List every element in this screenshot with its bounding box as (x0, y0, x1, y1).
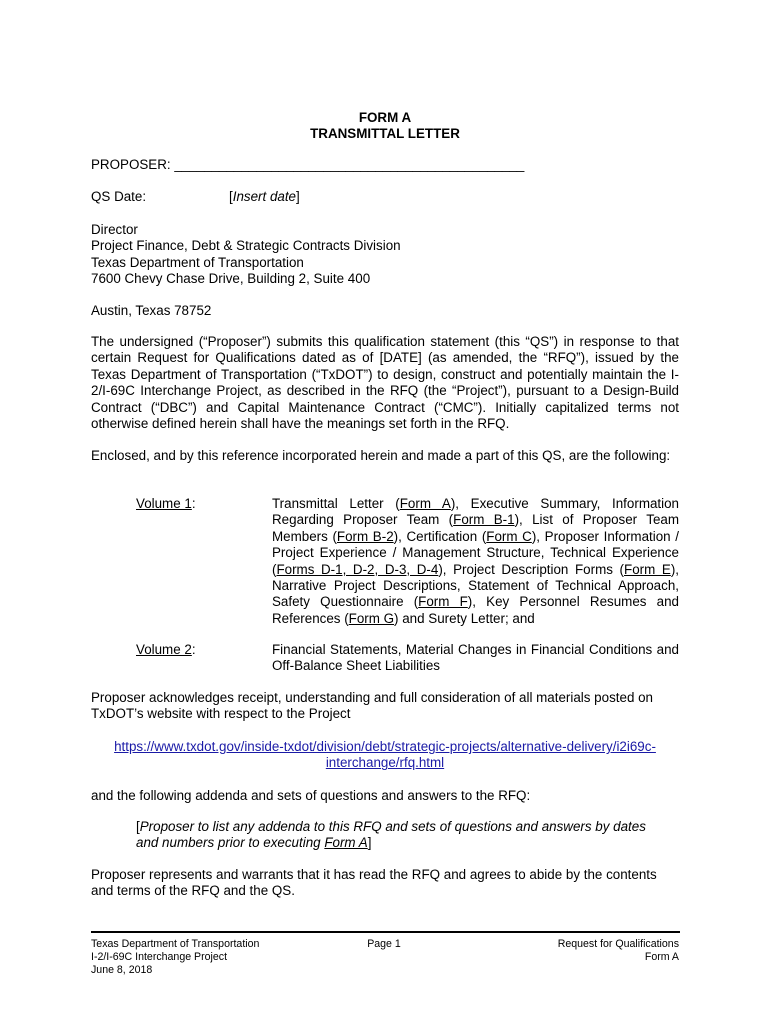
rfq-url-line-1[interactable]: https://www.txdot.gov/inside-txdot/division/debt/strategic-projects/alternative-delivery/i2i69c- (114, 739, 656, 754)
address-block (91, 222, 401, 288)
form-reference: Form A (399, 496, 451, 511)
footer-right (479, 938, 679, 964)
form-title: FORM A (358, 110, 412, 125)
footer-left-line: I-2/I-69C Interchange Project (91, 951, 228, 964)
rfq-url-line-2[interactable]: interchange/rfq.html (325, 755, 445, 771)
form-reference: Form F (418, 594, 468, 610)
address-line: Director (91, 222, 138, 237)
footer-divider (91, 931, 680, 933)
volume-text: ), Executive Summary, Information Regarding Proposer Team ( (272, 496, 680, 528)
volume-text: ), Proposer Information / Project Experience / Management Structure, Technical Experience ( (272, 528, 679, 577)
intro-paragraph: The undersigned (“Proposer”) submits this qualification statement (this “QS”) in response to that certain Request for Qualifications dated as of [DATE] (as amended, the “RFQ”), issued by the Texas Department of Transportation (“TxDOT”) to design, construct and potentially maintain the I-2/I-69C Interchange Project, as described in the RFQ (the “Project”), pursuant to a Design-Build Contract (“DBC”) and Capital Maintenance Contract (“CMC”). Initially capitalized terms not otherwise defined herein shall have the meanings set forth in the RFQ. (91, 334, 679, 432)
warrant-paragraph: Proposer represents and warrants that it has read the RFQ and agrees to abide by the contents and terms of the RFQ and the QS. (91, 867, 657, 899)
instruction-form-link: Form A (324, 835, 368, 851)
volume-1-label-text: Volume 1 (136, 496, 192, 511)
volume-1-label: Volume 1: (136, 496, 196, 511)
form-reference: Form B-2 (336, 528, 394, 544)
volume-text: ), Certification ( (393, 528, 487, 544)
instruction-text: Proposer to list any addenda to this RFQ and sets of questions and answers by dates and numbers prior to executing (136, 819, 646, 851)
qs-date-bracket-close: ] (296, 189, 300, 204)
qs-date-value (229, 189, 300, 205)
volume-text: ), Narrative Project Descriptions, Statement of Technical Approach, Safety Questionnaire ( (272, 561, 679, 610)
volume-text: ) and Surety Letter; and (394, 610, 535, 626)
footer-right-line: Form A (644, 951, 679, 964)
footer-left (91, 938, 259, 978)
volume-text: Financial Statements, Material Changes in Financial Conditions and Off-Balance Sheet Liabilities (272, 642, 679, 674)
form-subtitle: TRANSMITTAL LETTER (310, 126, 460, 141)
volume-text: ), List of Proposer Team Members ( (272, 512, 679, 544)
volume-text: ), Key Personnel Resumes and References ( (272, 594, 679, 626)
volume-text: Transmittal Letter ( (272, 496, 400, 511)
rfq-url[interactable] (91, 739, 679, 772)
address-line: Project Finance, Debt & Strategic Contracts Division (91, 238, 401, 254)
volume-2-label-text: Volume 2 (136, 642, 192, 657)
proposer-blank: _______________________________________________ (174, 157, 525, 172)
addenda-instruction: [Proposer to list any addenda to this RFQ and sets of questions and answers by dates and numbers prior to executing Form A] (136, 819, 646, 851)
qs-date-bracket-open: [ (229, 189, 233, 204)
form-reference: Form G (348, 610, 395, 626)
form-reference: Form B-1 (453, 512, 515, 528)
footer-left-line: June 8, 2018 (91, 964, 153, 977)
addenda-paragraph: and the following addenda and sets of questions and answers to the RFQ: (91, 788, 531, 803)
page-number: Page 1 (367, 938, 401, 950)
address-line: Texas Department of Transportation (91, 254, 304, 270)
enclosed-paragraph: Enclosed, and by this reference incorporated herein and made a part of this QS, are the following: (91, 448, 671, 463)
volume-2-description (272, 642, 679, 675)
volume-2-label: Volume 2: (136, 642, 196, 657)
address-line: 7600 Chevy Chase Drive, Building 2, Suite 400 (91, 271, 371, 287)
form-reference: Forms D-1, D-2, D-3, D-4 (276, 561, 439, 577)
footer-left-line: Texas Department of Transportation (91, 938, 260, 950)
volume-text: ), Project Description Forms ( (438, 561, 625, 577)
proposer-line (91, 157, 524, 173)
city-line: Austin, Texas 78752 (91, 303, 212, 318)
qs-date-label: QS Date: (91, 189, 147, 204)
proposer-label: PROPOSER: (91, 157, 171, 172)
form-reference: Form C (486, 528, 532, 544)
footer-right-line: Request for Qualifications (557, 938, 679, 950)
volume-1-description (272, 496, 679, 627)
form-reference: Form E (624, 561, 671, 577)
qs-date-placeholder: Insert date (232, 189, 297, 204)
acknowledge-paragraph: Proposer acknowledges receipt, understanding and full consideration of all materials posted on TxDOT’s website with respect to the Project (91, 690, 654, 722)
